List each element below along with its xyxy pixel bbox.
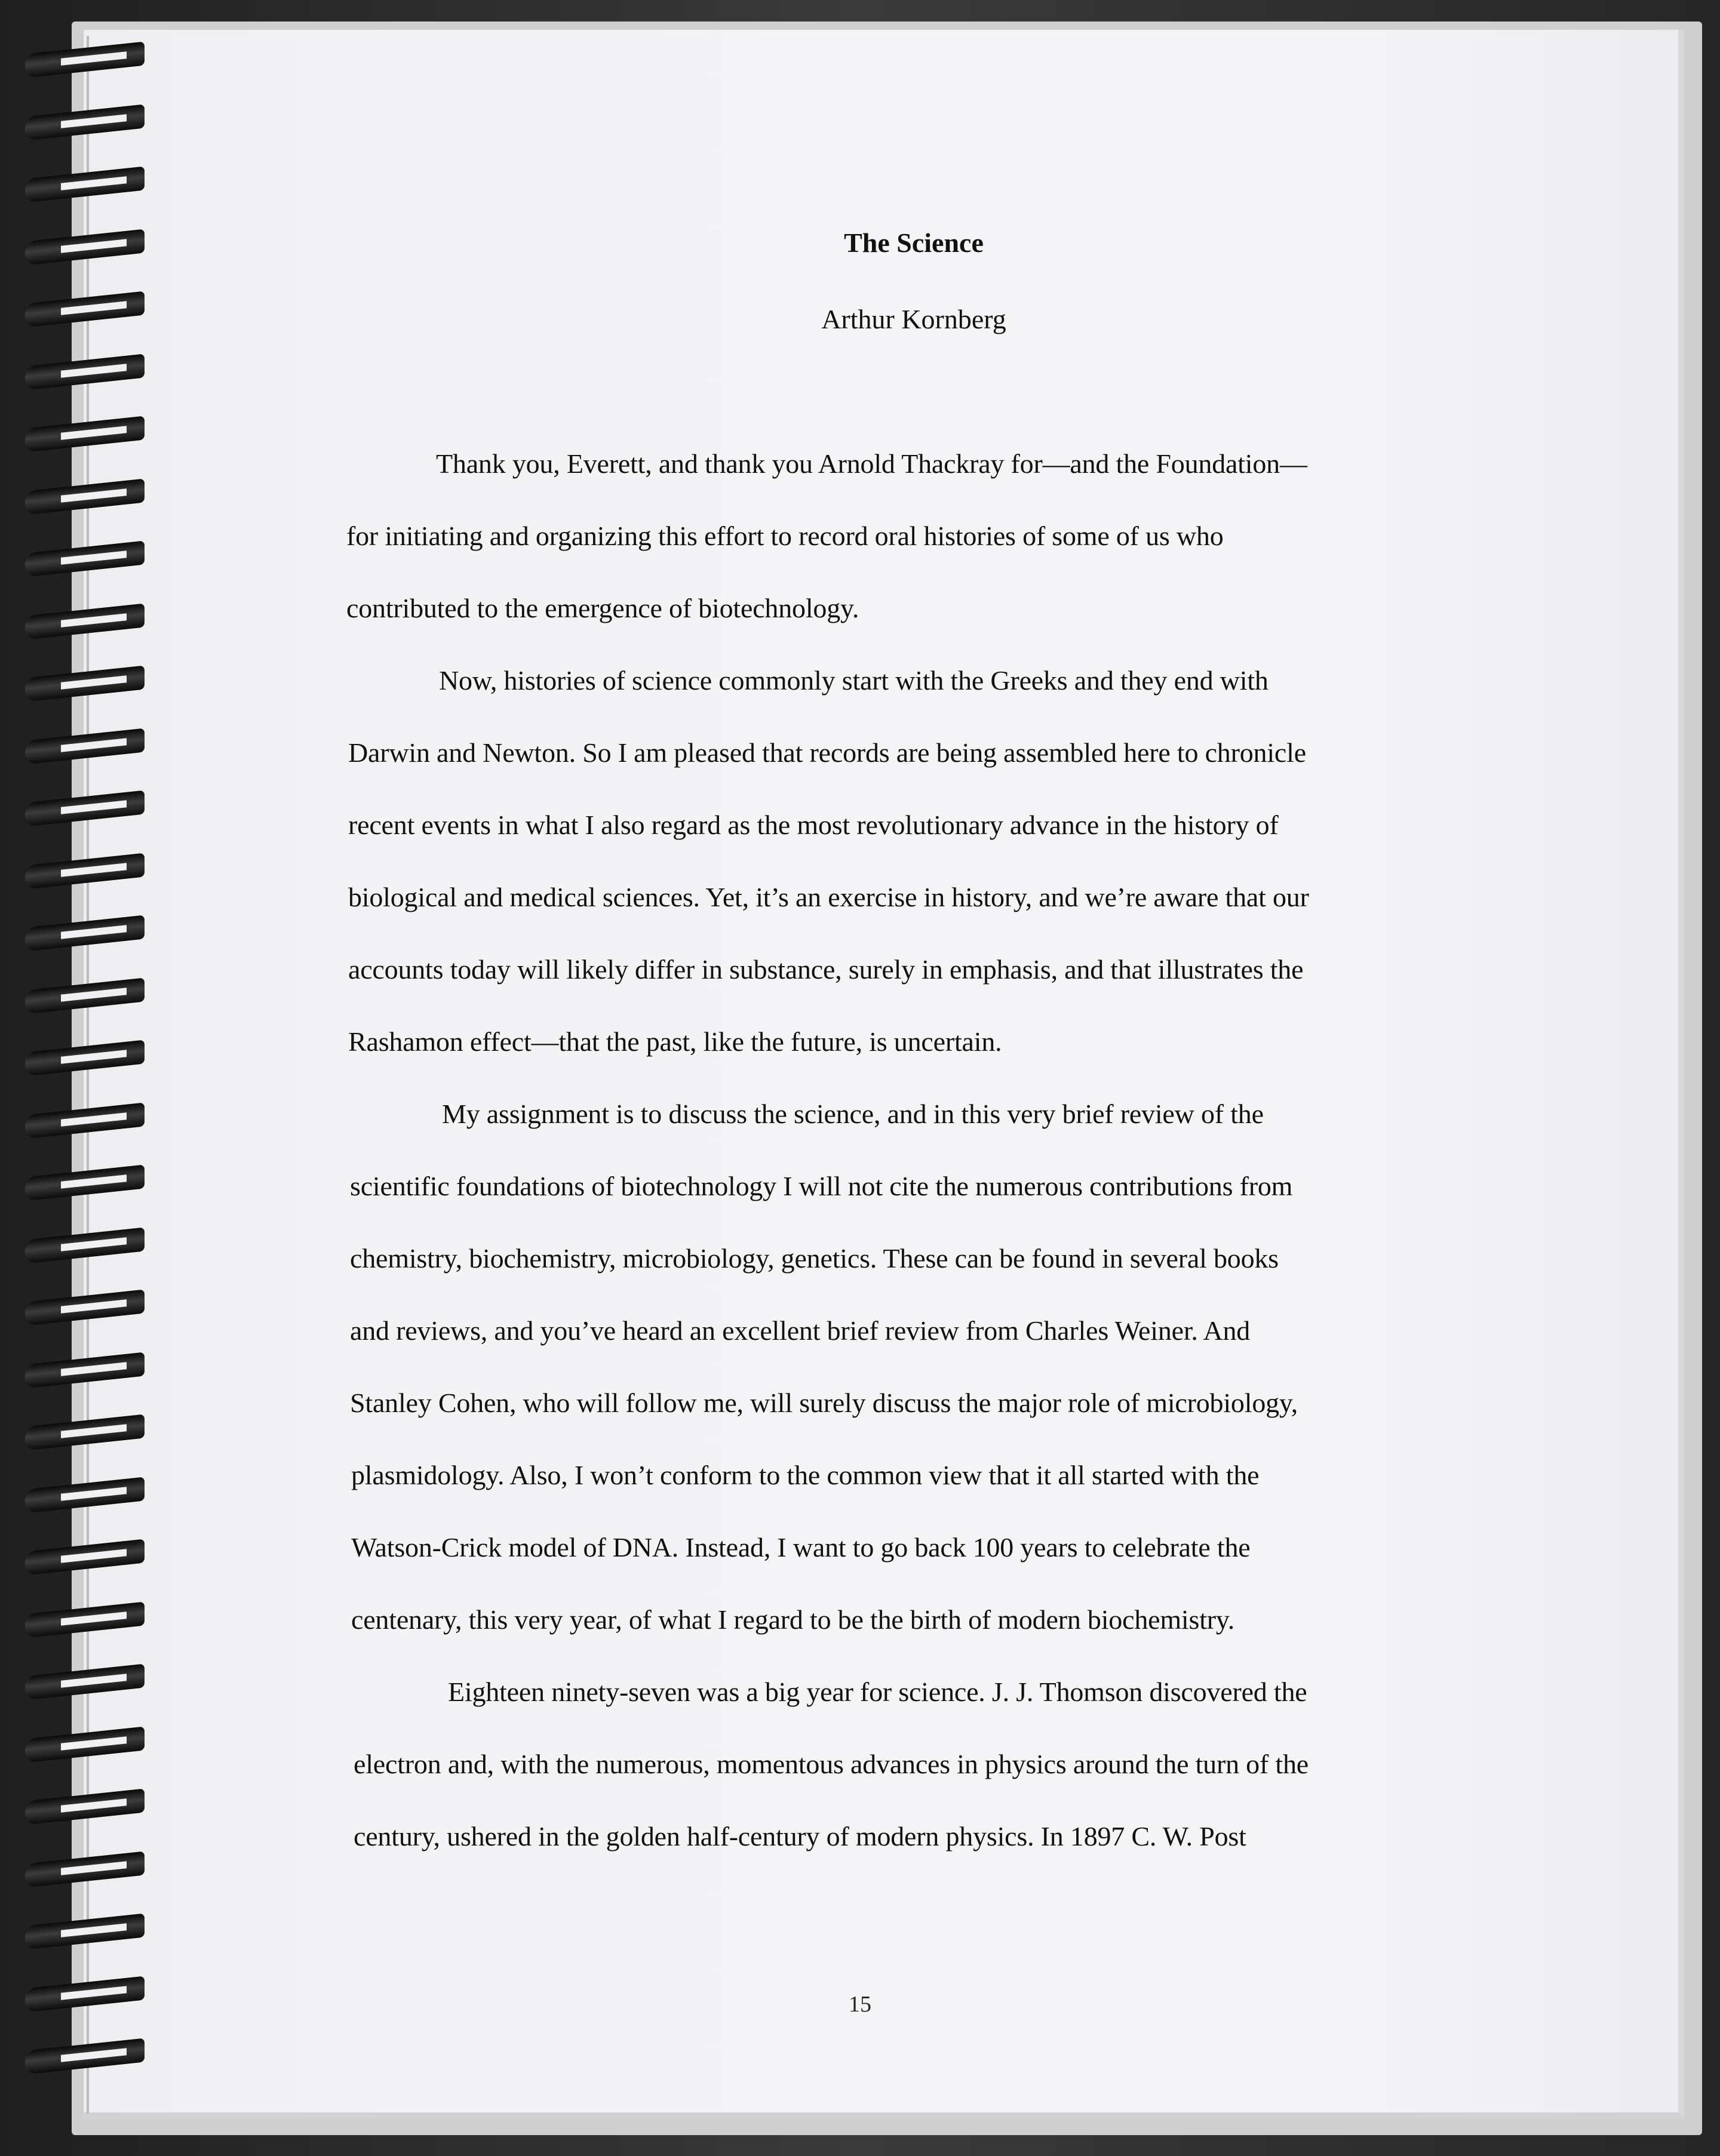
- text-line: Darwin and Newton. So I am pleased that records are being assembled here to chronicle: [348, 737, 1306, 768]
- text-line: plasmidology. Also, I won’t conform to the common view that it all started with the: [351, 1460, 1260, 1490]
- text-line: century, ushered in the golden half-century of modern physics. In 1897 C. W. Post: [354, 1821, 1246, 1851]
- spiral-binding: [0, 42, 155, 2132]
- page-number: 15: [849, 1992, 871, 2017]
- spiral-coil: [25, 229, 145, 266]
- text-line: electron and, with the numerous, momentous advances in physics around the turn of the: [354, 1749, 1309, 1779]
- document-title: The Science: [844, 227, 984, 258]
- spiral-coil: [25, 853, 145, 890]
- spiral-coil: [25, 791, 145, 828]
- spiral-coil: [25, 1040, 145, 1077]
- spiral-coil: [25, 1352, 145, 1389]
- spiral-coil: [25, 291, 145, 328]
- spiral-coil: [25, 1165, 145, 1202]
- text-line: Stanley Cohen, who will follow me, will surely discuss the major role of microbiology,: [350, 1388, 1298, 1418]
- spiral-coil: [25, 479, 145, 516]
- spiral-coil: [25, 978, 145, 1015]
- spiral-coil: [25, 1602, 145, 1639]
- spiral-coil: [25, 541, 145, 578]
- text-line: Watson-Crick model of DNA. Instead, I want to go back 100 years to celebrate the: [351, 1532, 1251, 1563]
- text-line: biological and medical sciences. Yet, it’s an exercise in history, and we’re aware that our: [348, 882, 1309, 912]
- text-line: Thank you, Everett, and thank you Arnold Thackray for—and the Foundation—: [436, 448, 1307, 479]
- text-line: scientific foundations of biotechnology I will not cite the numerous contributions from: [350, 1171, 1293, 1201]
- text-line: and reviews, and you’ve heard an excellent brief review from Charles Weiner. And: [350, 1315, 1251, 1346]
- spiral-coil: [25, 1539, 145, 1576]
- text-line: contributed to the emergence of biotechnology.: [346, 593, 859, 623]
- spiral-coil: [25, 42, 145, 79]
- text-line: accounts today will likely differ in substance, surely in emphasis, and that illustrates the: [348, 954, 1304, 985]
- spiral-coil: [25, 1477, 145, 1514]
- spiral-coil: [25, 416, 145, 453]
- paper-page: [84, 30, 1684, 2120]
- document-author: Arthur Kornberg: [821, 304, 1006, 334]
- text-line: for initiating and organizing this effort to record oral histories of some of us who: [346, 521, 1224, 551]
- spiral-coil: [25, 2038, 145, 2075]
- spiral-coil: [25, 1727, 145, 1764]
- spiral-coil: [25, 915, 145, 952]
- text-line: recent events in what I also regard as the most revolutionary advance in the history of: [348, 810, 1279, 840]
- spiral-coil: [25, 167, 145, 204]
- text-line: My assignment is to discuss the science, and in this very brief review of the: [442, 1099, 1264, 1129]
- spiral-coil: [25, 1664, 145, 1701]
- text-line: chemistry, biochemistry, microbiology, genetics. These can be found in several books: [350, 1243, 1279, 1274]
- spiral-coil: [25, 1228, 145, 1265]
- text-line: Now, histories of science commonly start with the Greeks and they end with: [439, 665, 1268, 696]
- spiral-coil: [25, 1103, 145, 1140]
- spiral-coil: [25, 354, 145, 391]
- spiral-coil: [25, 104, 145, 142]
- spiral-coil: [25, 1851, 145, 1889]
- text-line: centenary, this very year, of what I regard to be the birth of modern biochemistry.: [351, 1604, 1235, 1635]
- spiral-coil: [25, 604, 145, 641]
- text-line: Eighteen ninety-seven was a big year for science. J. J. Thomson discovered the: [448, 1677, 1307, 1707]
- spiral-coil: [25, 666, 145, 703]
- spiral-coil: [25, 1789, 145, 1826]
- spiral-coil: [25, 1414, 145, 1451]
- text-line: Rashamon effect—that the past, like the future, is uncertain.: [348, 1026, 1002, 1057]
- spiral-coil: [25, 1290, 145, 1327]
- spiral-coil: [25, 728, 145, 765]
- spiral-coil: [25, 1914, 145, 1951]
